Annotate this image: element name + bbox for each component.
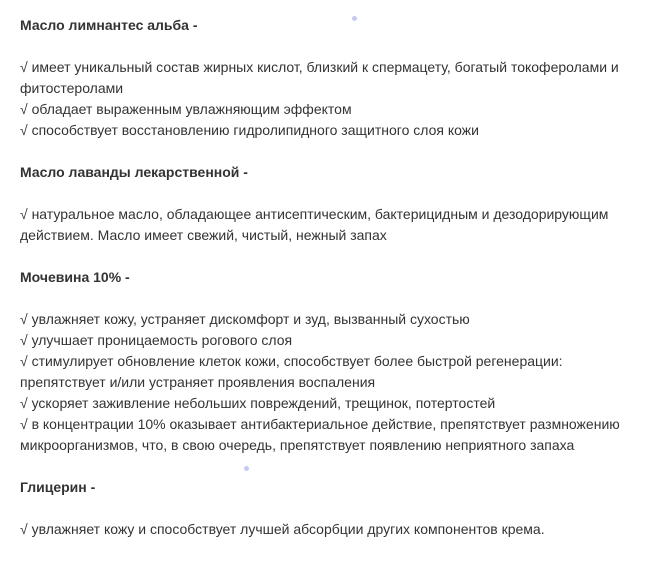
section-glycerin (20, 477, 645, 540)
section-heading: Масло лаванды лекарственной - (20, 164, 248, 180)
benefit-item: √ обладает выраженным увлажняющим эффектом (20, 101, 352, 117)
benefit-item: √ ускоряет заживление небольших повреждений, трещинок, потертостей (20, 395, 496, 411)
benefit-item: √ способствует восстановлению гидролипидного защитного слоя кожи (20, 122, 479, 138)
section-limnanthes-oil (20, 15, 645, 141)
section-lavender-oil (20, 162, 645, 246)
decorative-dot (352, 16, 357, 21)
benefit-list (20, 57, 645, 141)
benefit-item: √ увлажняет кожу и способствует лучшей абсорбции других компонентов крема. (20, 521, 545, 537)
section-heading: Глицерин - (20, 479, 96, 495)
benefit-item: √ натуральное масло, обладающее антисептическим, бактерицидным и дезодорирующим действием. Масло имеет свежий, чистый, нежный запах (20, 206, 609, 243)
decorative-dot (244, 466, 249, 471)
section-heading: Мочевина 10% - (20, 269, 130, 285)
benefit-list (20, 204, 645, 246)
benefit-item: √ стимулирует обновление клеток кожи, способствует более быстрой регенерации: препятствует и/или устраняет проявления воспаления (20, 353, 563, 390)
benefit-item: √ улучшает проницаемость рогового слоя (20, 332, 293, 348)
benefit-item: √ имеет уникальный состав жирных кислот, близкий к спермацету, богатый токоферолами и фитостеролами (20, 59, 619, 96)
benefit-item: √ в концентрации 10% оказывает антибактериальное действие, препятствует размножению микроорганизмов, что, в свою очередь, препятствует появлению неприятного запаха (20, 416, 620, 453)
section-urea (20, 267, 645, 456)
benefit-item: √ увлажняет кожу, устраняет дискомфорт и зуд, вызванный сухостью (20, 311, 470, 327)
benefit-list (20, 519, 645, 540)
benefit-list (20, 309, 645, 456)
section-heading: Масло лимнантес альба - (20, 17, 198, 33)
ingredients-article (20, 15, 645, 540)
